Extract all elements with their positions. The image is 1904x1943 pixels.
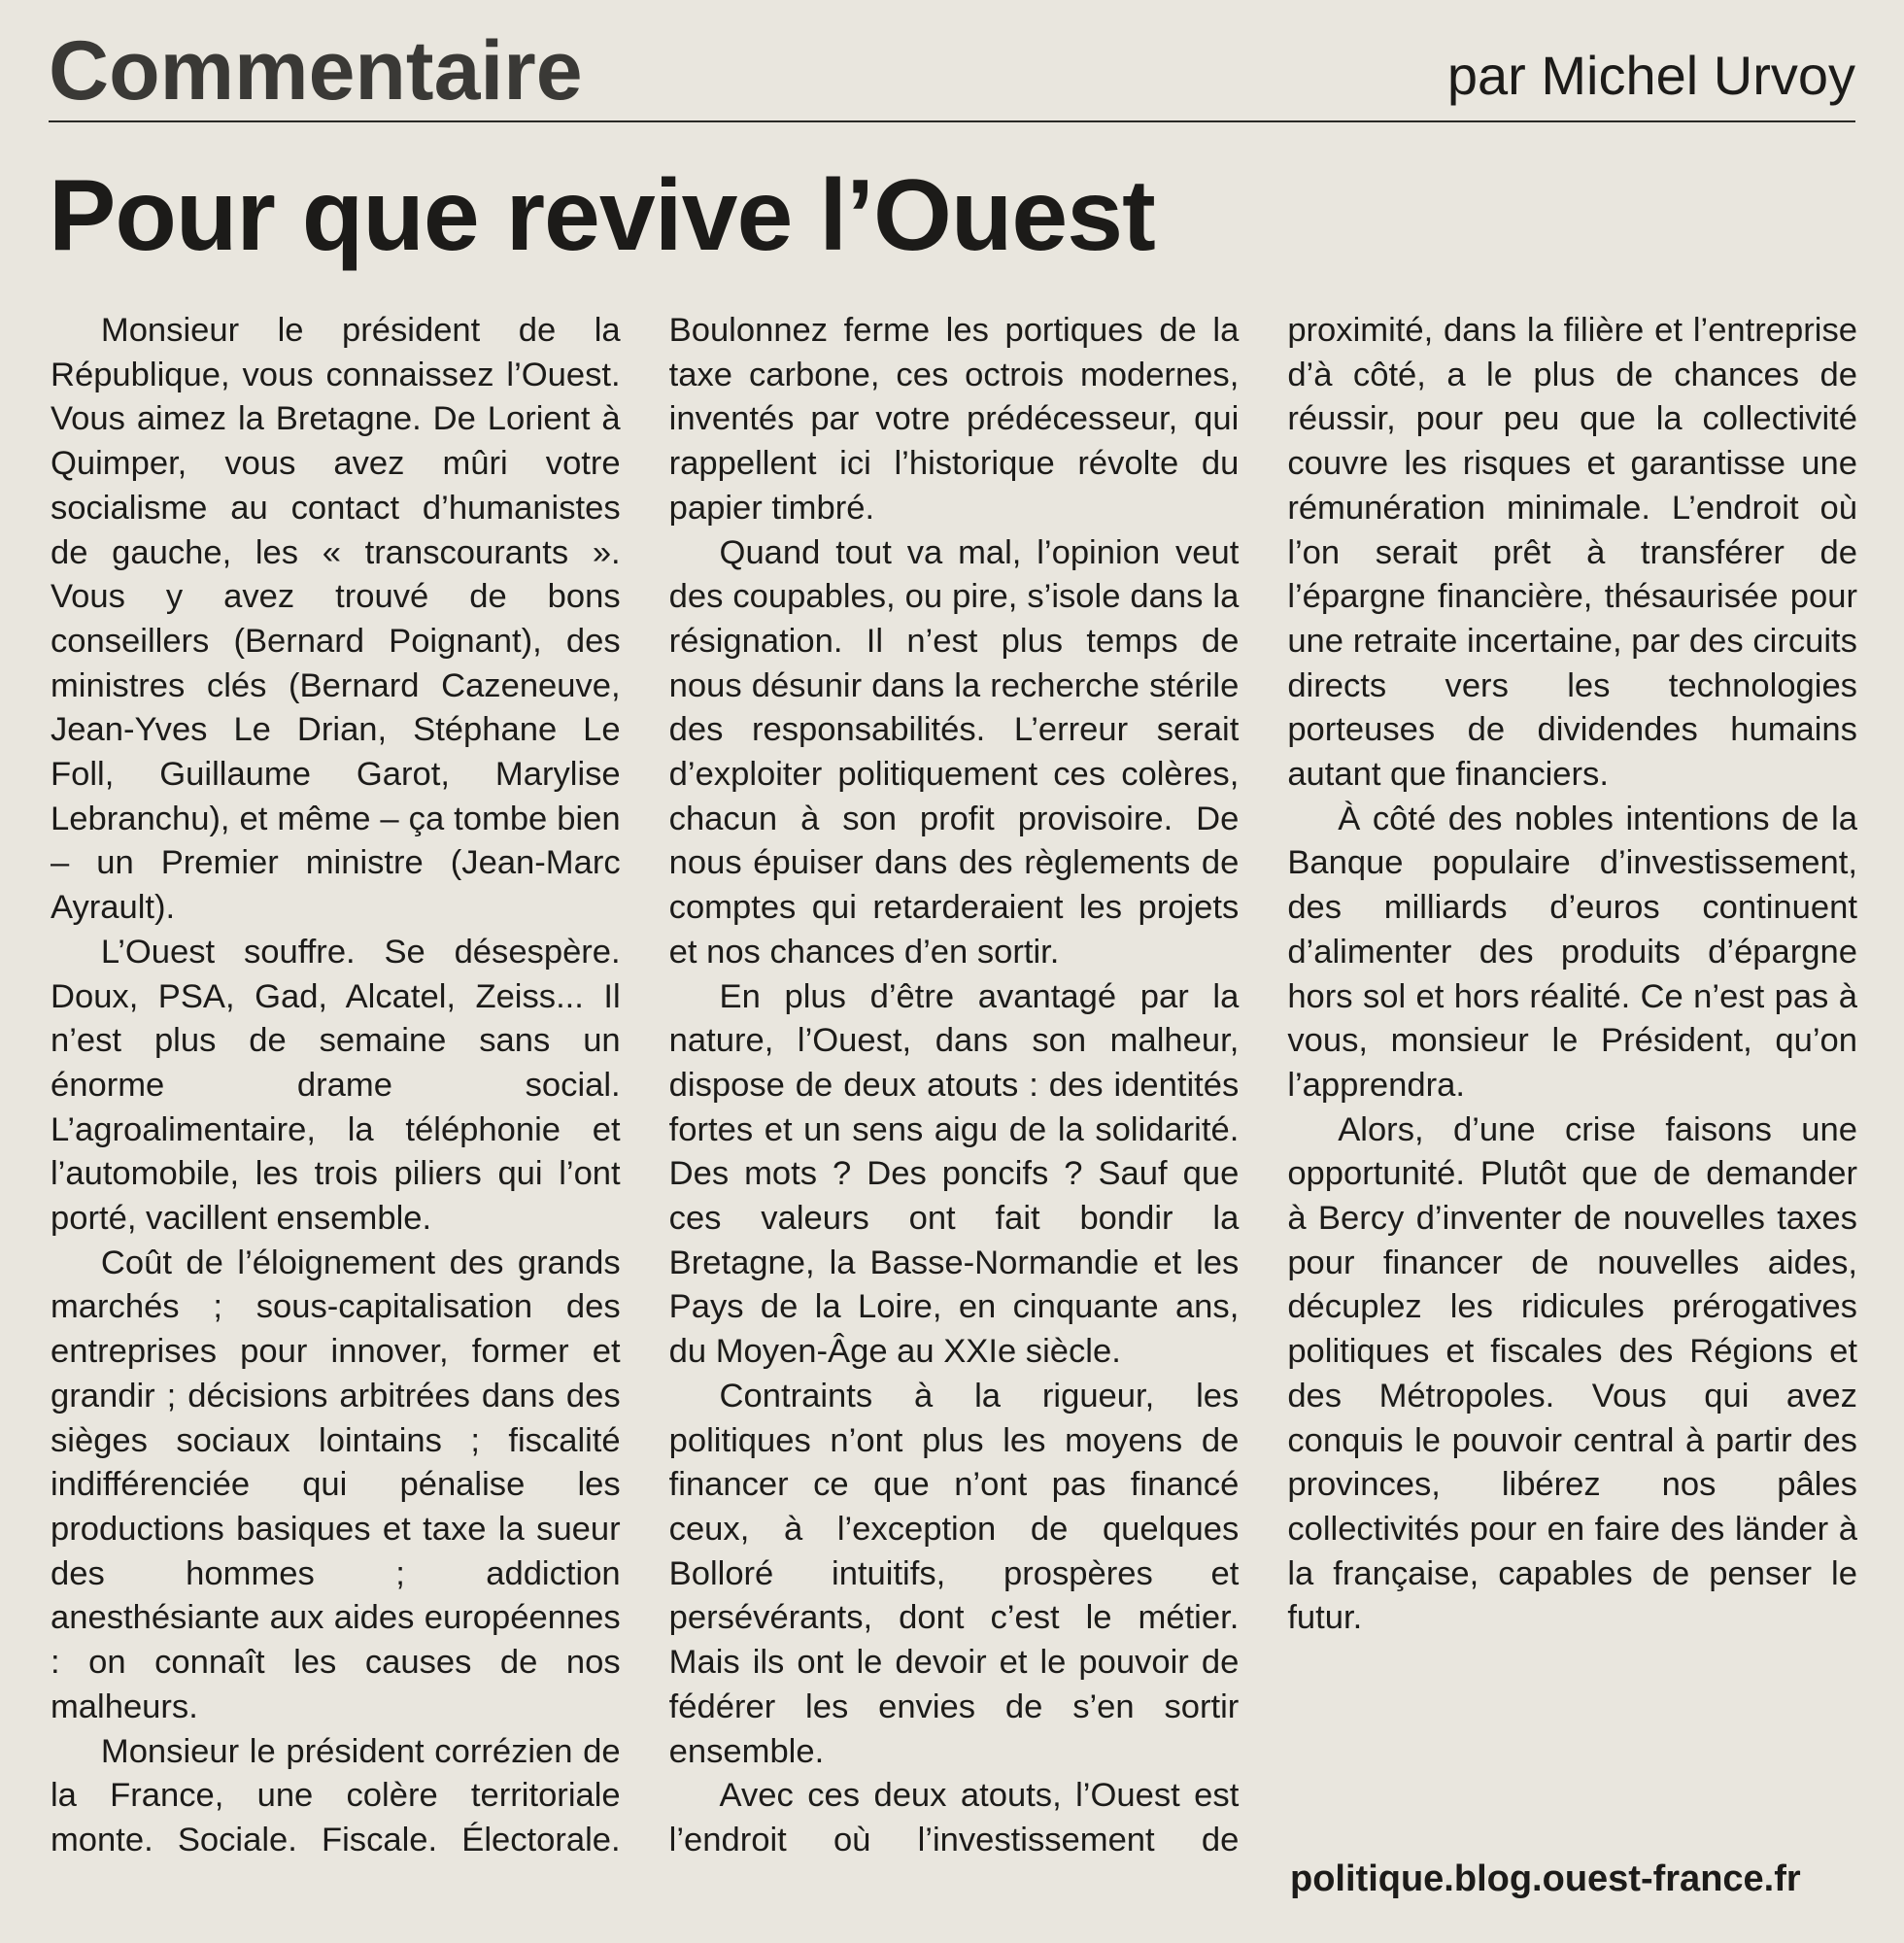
blog-url: politique.blog.ouest-france.fr	[1290, 1858, 1801, 1899]
section-kicker: Commentaire	[49, 24, 583, 118]
header-rule	[49, 120, 1855, 122]
paragraph: En plus d’être avantagé par la nature, l’Ouest, dans son malheur, dispose de deux atouts : des identités fortes et un sens aigu de la solidarité. Des mots ? Des poncifs ? Sauf que ces valeurs ont fait bondir la Bretagne, la Basse-Normandie et les Pays de la Loire, en cinquante ans, du Moyen-Âge au XXIe siècle.	[668, 977, 1240, 1371]
author-byline: par Michel Urvoy	[1446, 45, 1855, 106]
paragraph: Avec ces deux atouts, l’Ouest est l’endroit où l’investissement de proximité, dans la filière et l’entreprise d’à côté, a le plus de chances de réussir, pour peu que la collectivité couvre les risques et garantisse une rémunération minimale. L’endroit où l’on serait prêt à transférer de l’épargne financière, thésaurisée pour une retraite incertaine, par des circuits directs vers les technologies porteuses de dividendes humains autant que financiers.	[668, 312, 1857, 1858]
paragraph: Monsieur le président de la République, vous connaissez l’Ouest. Vous aimez la Bretagne. De Lorient à Quimper, vous avez mûri votre socialisme au contact d’humanistes de gauche, les « transcourants ». Vous y avez trouvé de bons conseillers (Bernard Poignant), des ministres clés (Bernard Cazeneuve, Jean-Yves Le Drian, Stéphane Le Foll, Guillaume Garot, Marylise Lebranchu), et même – ça tombe bien – un Premier ministre (Jean-Marc Ayrault).	[51, 312, 621, 927]
paragraph: L’Ouest souffre. Se désespère. Doux, PSA, Gad, Alcatel, Zeiss... Il n’est plus de semaine sans un énorme drame social. L’agroalimentaire, la téléphonie et l’automobile, les trois piliers qui l’ont porté, vacillent ensemble.	[51, 933, 621, 1238]
paragraph: Coût de l’éloignement des grands marchés ; sous-capitalisation des entreprises pour innover, former et grandir ; décisions arbitrées dans des sièges sociaux lointains ; fiscalité indifférenciée qui pénalise les productions basiques et taxe la sueur des hommes ; addiction anesthésiante aux aides européennes : on connaît les causes de nos malheurs.	[51, 1244, 621, 1725]
article-body	[51, 309, 1857, 1907]
paragraph: Contraints à la rigueur, les politiques n’ont plus les moyens de financer ce que n’ont pas financé ceux, à l’exception de quelques Bolloré intuitifs, prospères et persévérants, dont c’est le métier. Mais ils ont le devoir et le pouvoir de fédérer les envies de s’en sortir ensemble.	[668, 1377, 1240, 1770]
article-headline: Pour que revive l’Ouest	[49, 159, 1155, 272]
paragraph: Monsieur le président corrézien de la France, une colère territoriale monte. Sociale. Fiscale. Électorale. Boulonnez ferme les portiques de la taxe carbone, ces octrois modernes, inventés par votre prédécesseur, qui rappellent ici l’historique révolte du papier timbré.	[51, 312, 1240, 1858]
paragraph: À côté des nobles intentions de la Banque populaire d’investissement, des milliards d’euros continuent d’alimenter des produits d’épargne hors sol et hors réalité. Ce n’est pas à vous, monsieur le Président, qu’on l’apprendra.	[1287, 800, 1857, 1104]
paragraph: Quand tout va mal, l’opinion veut des coupables, ou pire, s’isole dans la résignation. Il n’est plus temps de nous désunir dans la recherche stérile des responsabilités. L’erreur serait d’exploiter politiquement ces colères, chacun à son profit provisoire. De nous épuiser dans des règlements de comptes qui retarderaient les projets et nos chances d’en sortir.	[668, 533, 1240, 971]
paragraph: Alors, d’une crise faisons une opportunité. Plutôt que de demander à Bercy d’inventer de nouvelles taxes pour financer de nouvelles aides, décuplez les ridicules prérogatives politiques et fiscales des Régions et des Métropoles. Vous qui avez conquis le pouvoir central à partir des provinces, libérez nos pâles collectivités pour en faire des länder à la française, capables de penser le futur.	[1287, 1110, 1857, 1637]
